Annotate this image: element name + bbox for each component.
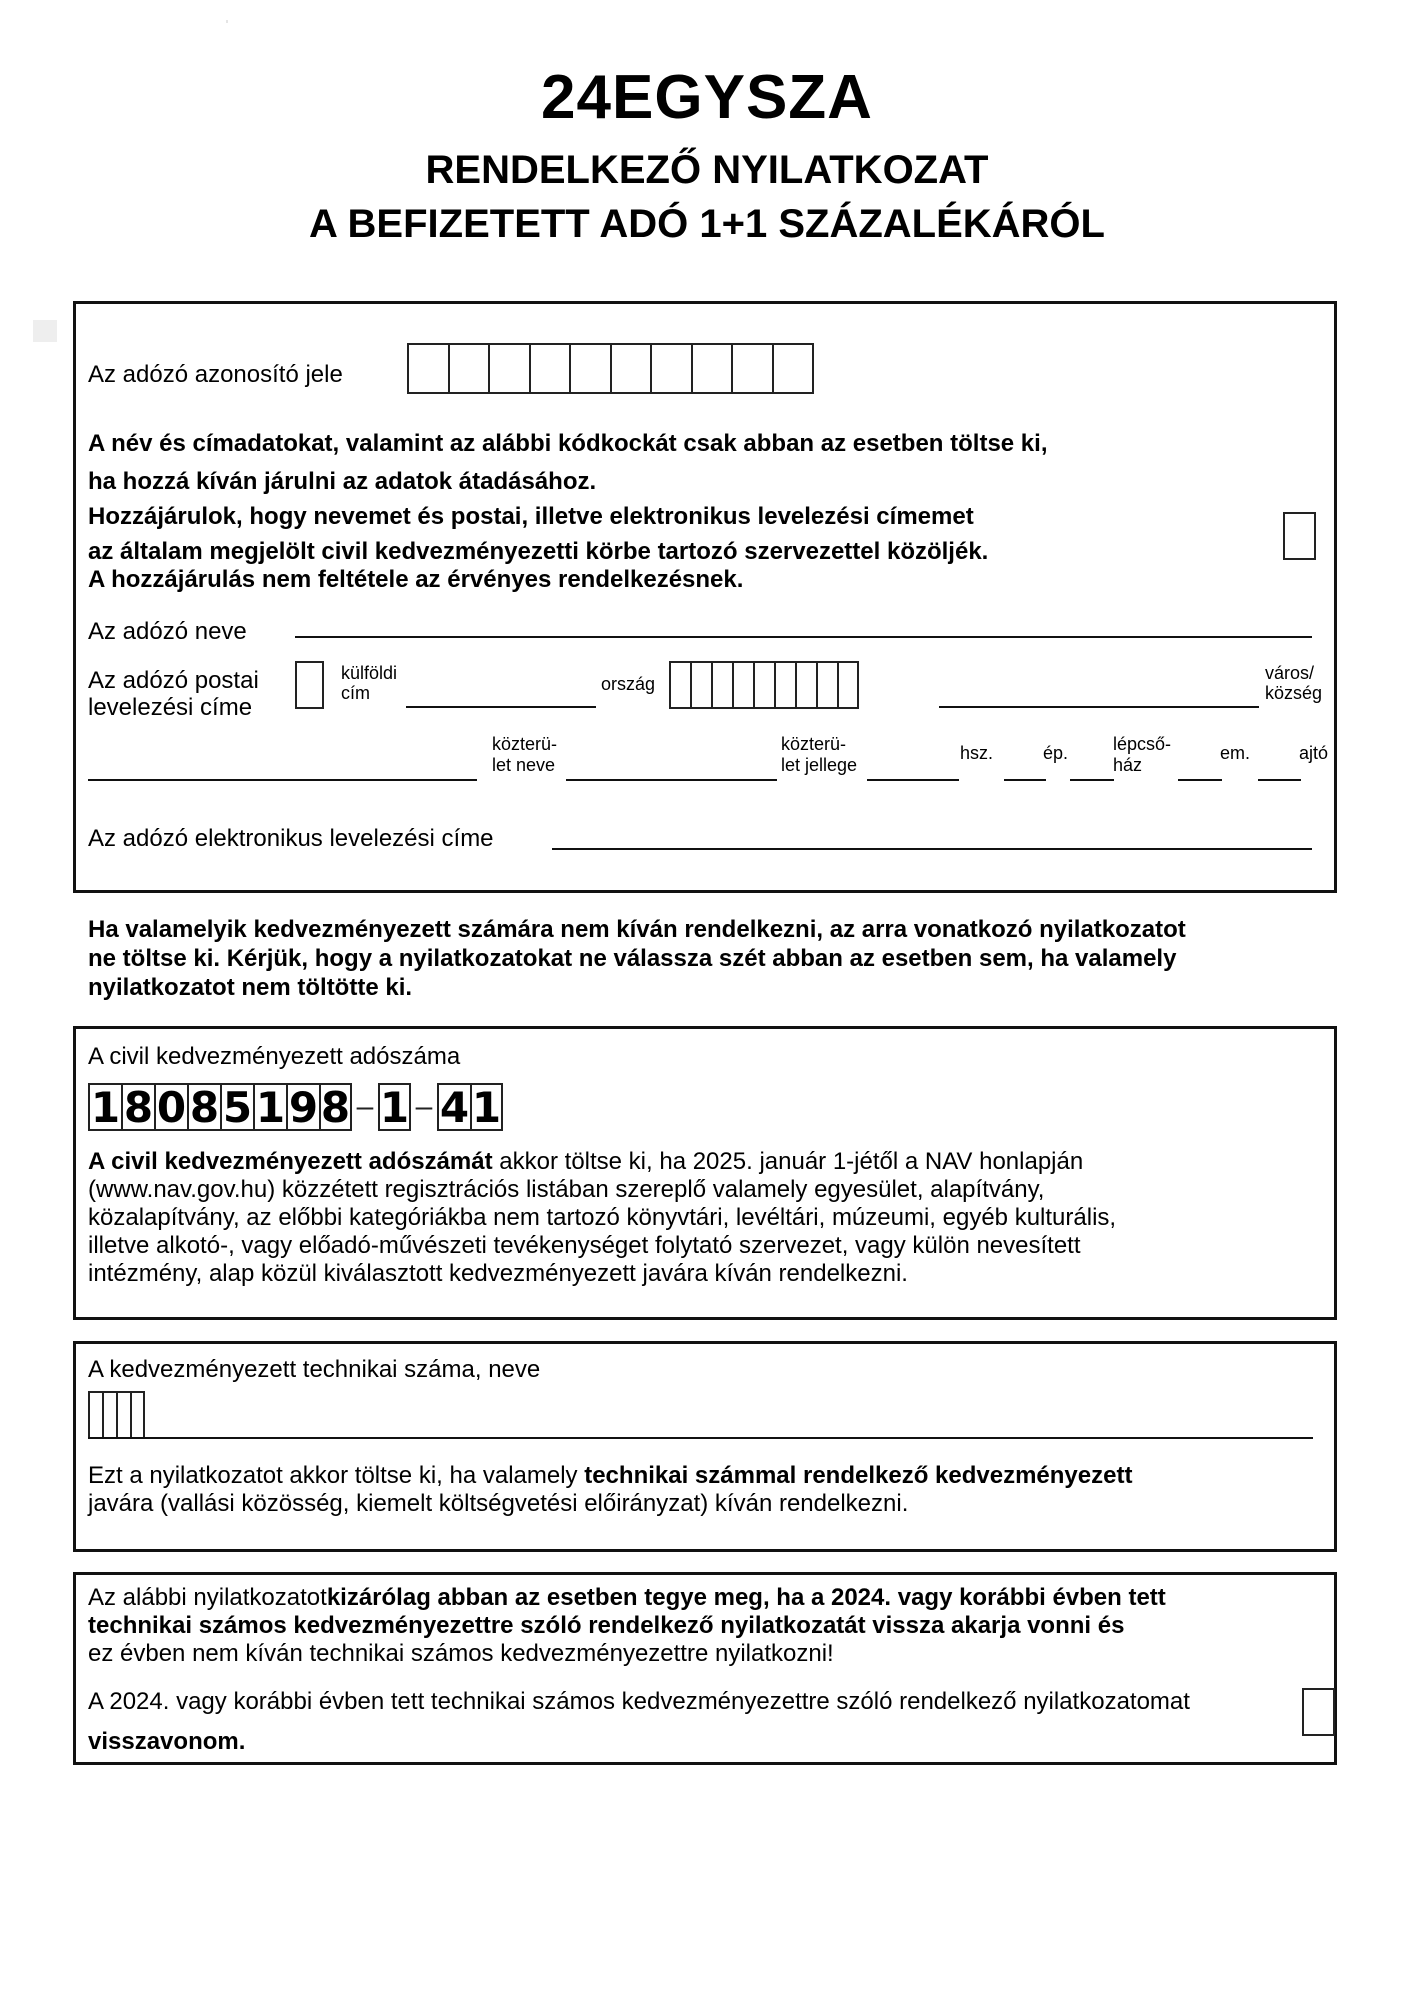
- id-cell[interactable]: [448, 343, 488, 394]
- id-cell[interactable]: [529, 343, 569, 394]
- postcode-cell[interactable]: [774, 661, 795, 709]
- door-input[interactable]: [1258, 779, 1301, 781]
- street-name-label-line1: közterü-: [492, 734, 558, 754]
- floor-label: em.: [1220, 743, 1251, 763]
- notice-line1: Ha valamelyik kedvezményezett számára nem kíván rendelkezni, az arra vonatkozó nyilatkozatot: [88, 916, 1186, 943]
- tax-number-separator: –: [415, 1090, 433, 1123]
- form-title-line1: RENDELKEZŐ NYILATKOZAT: [425, 148, 989, 192]
- form-title-line2: A BEFIZETETT ADÓ 1+1 SZÁZALÉKÁRÓL: [309, 202, 1105, 246]
- building-label: ép.: [1043, 743, 1069, 763]
- consent-intro-line2: ha hozzá kíván járulni az adatok átadásához.: [88, 468, 597, 495]
- revoke-statement-line1: A 2024. vagy korábbi évben tett technikai számos kedvezményezettre szóló rendelkező nyilatkozatomat: [88, 1688, 1190, 1715]
- postcode-cell[interactable]: [690, 661, 711, 709]
- taxpayer-id-input[interactable]: [407, 343, 814, 394]
- notice-line2: ne töltse ki. Kérjük, hogy a nyilatkozatokat ne válassza szét abban az esetben sem, ha valamely: [88, 945, 1177, 972]
- id-cell[interactable]: [569, 343, 610, 394]
- foreign-address-label-line1: külföldi: [341, 663, 398, 683]
- tax-digit[interactable]: 9: [286, 1083, 319, 1131]
- civil-tax-number-input[interactable]: [88, 1083, 503, 1131]
- postcode-cell[interactable]: [753, 661, 774, 709]
- tax-digit[interactable]: 4: [437, 1083, 470, 1131]
- notice-line3: nyilatkozatot nem töltötte ki.: [88, 974, 413, 1001]
- email-input[interactable]: [552, 848, 1312, 850]
- civil-desc-line1: [88, 1148, 1083, 1175]
- civil-desc-line3: közalapítvány, az előbbi kategóriákba nem tartozó könyvtári, levéltári, múzeumi, egyéb kulturális,: [88, 1204, 1117, 1231]
- postcode-cell[interactable]: [711, 661, 732, 709]
- revoke-checkbox[interactable]: [1302, 1688, 1335, 1736]
- postcode-cell[interactable]: [816, 661, 837, 709]
- id-cell[interactable]: [772, 343, 814, 394]
- tax-digit[interactable]: 0: [154, 1083, 187, 1131]
- consent-line1: Hozzájárulok, hogy nevemet és postai, illetve elektronikus levelezési címemet: [88, 503, 974, 530]
- id-cell[interactable]: [407, 343, 448, 394]
- form-code: 24EGYSZA: [541, 63, 873, 132]
- technical-cell[interactable]: [102, 1391, 116, 1439]
- door-label: ajtó: [1299, 743, 1329, 763]
- revoke-intro-pre: Az alábbi nyilatkozatot: [88, 1584, 327, 1611]
- street-name-input[interactable]: [88, 779, 477, 781]
- civil-desc-line5: intézmény, alap közül kiválasztott kedvezményezett javára kíván rendelkezni.: [88, 1260, 908, 1287]
- street-type-label-line1: közterü-: [781, 734, 847, 754]
- civil-tax-number-label: A civil kedvezményezett adószáma: [88, 1043, 461, 1070]
- staircase-label-line1: lépcső-: [1113, 734, 1172, 754]
- scan-artifact: [226, 20, 228, 23]
- registration-marker: [33, 320, 57, 342]
- consent-line2: az általam megjelölt civil kedvezményezetti körbe tartozó szervezettel közöljék.: [88, 538, 989, 565]
- technical-desc-pre: Ezt a nyilatkozatot akkor töltse ki, ha valamely: [88, 1462, 585, 1489]
- house-number-label: hsz.: [960, 743, 994, 763]
- tax-digit[interactable]: 8: [320, 1082, 351, 1132]
- technical-cell[interactable]: [130, 1391, 145, 1439]
- building-input[interactable]: [1004, 779, 1046, 781]
- tax-digit[interactable]: 8: [187, 1083, 220, 1131]
- postal-address-label-line2: levelezési címe: [88, 694, 253, 721]
- tax-digit[interactable]: 1: [471, 1082, 502, 1132]
- revoke-intro-line2: technikai számos kedvezményezettre szóló rendelkező nyilatkozatát vissza akarja vonni és: [88, 1612, 1125, 1639]
- beneficiary-name-input[interactable]: [88, 1437, 1313, 1439]
- tax-digit[interactable]: 8: [121, 1083, 154, 1131]
- tax-digit[interactable]: 5: [220, 1083, 253, 1131]
- technical-cell[interactable]: [116, 1391, 130, 1439]
- id-cell[interactable]: [731, 343, 772, 394]
- postcode-cell[interactable]: [837, 661, 859, 709]
- tax-number-separator: –: [356, 1090, 374, 1123]
- postcode-cell[interactable]: [669, 661, 690, 709]
- tax-digit[interactable]: 1: [88, 1083, 121, 1131]
- staircase-label-line2: ház: [1113, 755, 1143, 775]
- civil-desc-rest: akkor töltse ki, ha 2025. január 1-jétől a NAV honlapján: [492, 1148, 1084, 1175]
- technical-desc-bold: technikai számmal rendelkező kedvezményezett: [584, 1462, 1133, 1489]
- revoke-intro-line3: ez évben nem kíván technikai számos kedvezményezettre nyilatkozni!: [88, 1640, 834, 1667]
- city-label-line1: város/: [1265, 663, 1315, 683]
- technical-desc-line1: [88, 1462, 1132, 1489]
- taxpayer-id-label: Az adózó azonosító jele: [88, 361, 343, 388]
- consent-checkbox[interactable]: [1283, 512, 1316, 560]
- id-cell[interactable]: [691, 343, 731, 394]
- foreign-address-input[interactable]: [406, 706, 596, 708]
- street-type-input[interactable]: [566, 779, 777, 781]
- revoke-intro-line1: [88, 1584, 1166, 1611]
- email-label: Az adózó elektronikus levelezési címe: [88, 825, 494, 852]
- id-cell[interactable]: [650, 343, 691, 394]
- country-label: ország: [601, 674, 656, 694]
- staircase-input[interactable]: [1070, 779, 1114, 781]
- tax-digit[interactable]: 1: [379, 1082, 410, 1132]
- civil-desc-line4: illetve alkotó-, vagy előadó-művészeti tevékenységet folytató szervezet, vagy külön nevesített: [88, 1232, 1081, 1259]
- floor-input[interactable]: [1178, 779, 1222, 781]
- technical-number-input[interactable]: [88, 1391, 145, 1439]
- city-input[interactable]: [939, 706, 1259, 708]
- postcode-cell[interactable]: [732, 661, 753, 709]
- city-label-line2: község: [1265, 683, 1323, 703]
- revoke-intro-bold: kizárólag abban az esetben tegye meg, ha a 2024. vagy korábbi évben tett: [326, 1584, 1166, 1611]
- foreign-address-checkbox[interactable]: [295, 661, 324, 709]
- postal-address-label-line1: Az adózó postai: [88, 667, 259, 694]
- foreign-address-label-line2: cím: [341, 683, 370, 703]
- consent-intro-line1: A név és címadatokat, valamint az alábbi kódkockát csak abban az esetben töltse ki,: [88, 430, 1048, 457]
- technical-desc-line2: javára (vallási közösség, kiemelt költségvetési előirányzat) kíván rendelkezni.: [88, 1490, 909, 1517]
- street-name-label-line2: let neve: [492, 755, 556, 775]
- civil-desc-line2: (www.nav.gov.hu) közzétett regisztrációs listában szereplő valamely egyesület, alapítvány,: [88, 1176, 1045, 1203]
- consent-line3: A hozzájárulás nem feltétele az érvényes rendelkezésnek.: [88, 566, 744, 593]
- technical-cell[interactable]: [88, 1391, 102, 1439]
- taxpayer-name-label: Az adózó neve: [88, 618, 247, 645]
- postcode-input[interactable]: [669, 661, 859, 709]
- revoke-statement-bold: visszavonom.: [88, 1728, 246, 1755]
- civil-desc-bold: A civil kedvezményezett adószámát: [88, 1148, 493, 1175]
- street-type-label-line2: let jellege: [781, 755, 858, 775]
- taxpayer-name-input[interactable]: [295, 636, 1312, 638]
- id-cell[interactable]: [488, 343, 529, 394]
- technical-number-label: A kedvezményezett technikai száma, neve: [88, 1356, 541, 1383]
- house-number-input[interactable]: [867, 779, 959, 781]
- postcode-cell[interactable]: [795, 661, 816, 709]
- tax-digit[interactable]: 1: [253, 1083, 286, 1131]
- id-cell[interactable]: [610, 343, 650, 394]
